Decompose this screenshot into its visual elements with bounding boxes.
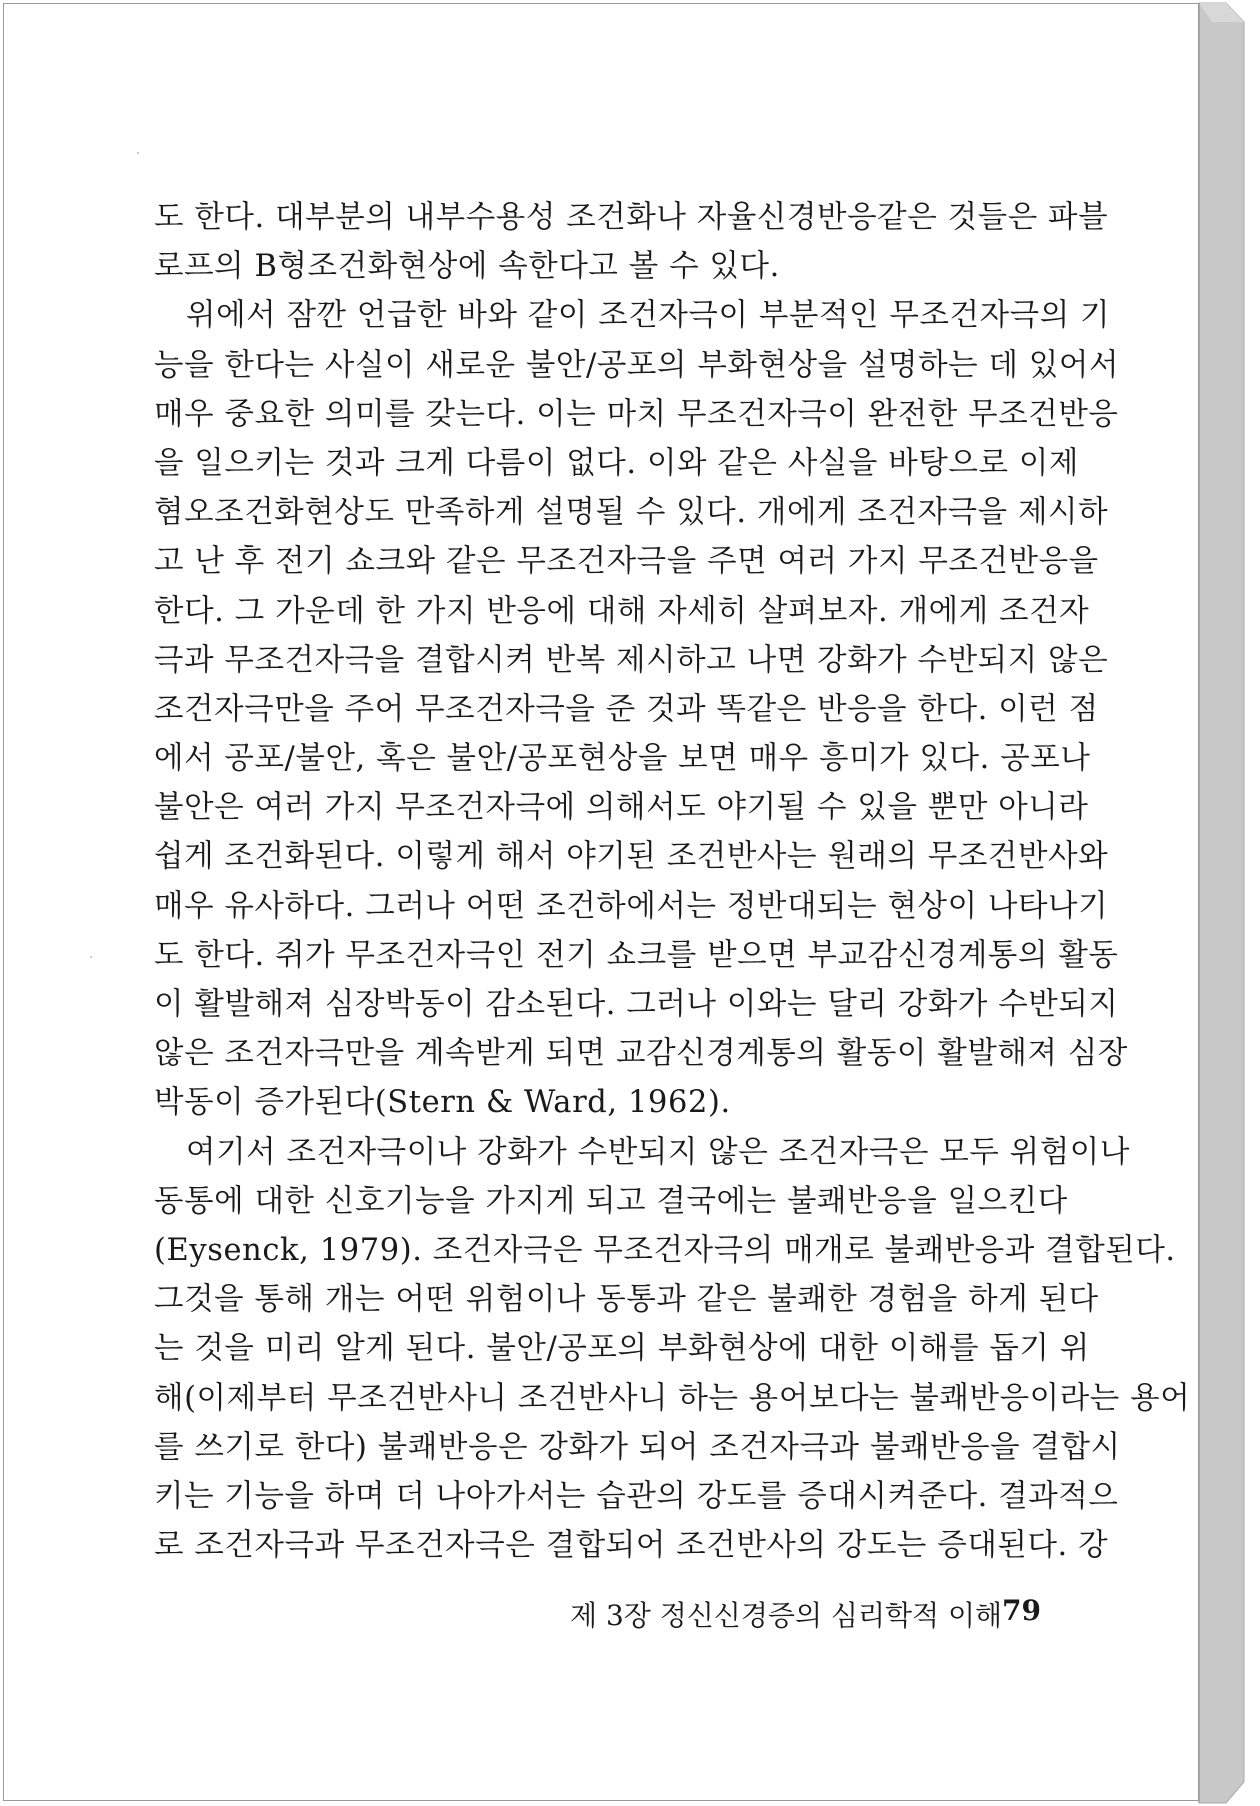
paper-speck — [90, 956, 92, 958]
text-line: (Eysenck, 1979). 조건자극은 무조건자극의 매개로 불쾌반응과 결합된다. — [154, 1232, 1176, 1268]
body-text — [154, 193, 1191, 1570]
running-footer-title: 제 3장 정신신경증의 심리학적 이해 — [570, 1599, 1003, 1632]
text-line: 극과 무조건자극을 결합시켜 반복 제시하고 나면 강화가 수반되지 않은 — [154, 642, 1109, 678]
text-line: 고 난 후 전기 쇼크와 같은 무조건자극을 주면 여러 가지 무조건반응을 — [154, 544, 1099, 580]
text-line: 을 일으키는 것과 크게 다름이 없다. 이와 같은 사실을 바탕으로 이제 — [154, 445, 1079, 481]
text-line: 매우 유사하다. 그러나 어떤 조건하에서는 정반대되는 현상이 나타나기 — [154, 888, 1109, 924]
text-line: 에서 공포/불안, 혹은 불안/공포현상을 보면 매우 흥미가 있다. 공포나 — [154, 741, 1091, 777]
text-line: 혐오조건화현상도 만족하게 설명될 수 있다. 개에게 조건자극을 제시하 — [154, 495, 1109, 531]
page-footer — [570, 1594, 1040, 1634]
text-line: 는 것을 미리 알게 된다. 불안/공포의 부화현상에 대한 이해를 돕기 위 — [154, 1331, 1090, 1367]
text-line: 도 한다. 대부분의 내부수용성 조건화나 자율신경반응같은 것들은 파블 — [154, 200, 1109, 235]
text-line: 한다. 그 가운데 한 가지 반응에 대해 자세히 살펴보자. 개에게 조건자 — [154, 593, 1090, 629]
text-line: 박동이 증가된다(Stern & Ward, 1962). — [154, 1085, 731, 1121]
text-line: 않은 조건자극만을 계속받게 되면 교감신경계통의 활동이 활발해져 심장 — [154, 1036, 1128, 1072]
text-line: 불안은 여러 가지 무조건자극에 의해서도 야기될 수 있을 뿐만 아니라 — [154, 790, 1089, 826]
text-line: 키는 기능을 하며 더 나아가서는 습관의 강도를 증대시켜준다. 결과적으 — [154, 1478, 1119, 1514]
text-line: 이 활발해져 심장박동이 감소된다. 그러나 이와는 달리 강화가 수반되지 — [154, 987, 1119, 1022]
page-number: 79 — [1002, 1594, 1041, 1627]
text-line: 위에서 잠깐 언급한 바와 같이 조건자극이 부분적인 무조건자극의 기 — [186, 298, 1111, 334]
text-line: 조건자극만을 주어 무조건자극을 준 것과 똑같은 반응을 한다. 이런 점 — [154, 691, 1099, 727]
text-line: 로 조건자극과 무조건자극은 결합되어 조건반사의 강도는 증대된다. 강 — [154, 1528, 1109, 1564]
paper-speck — [137, 152, 139, 154]
text-line: 해(이제부터 무조건반사니 조건반사니 하는 용어보다는 불쾌반응이라는 용어 — [154, 1380, 1191, 1416]
text-line: 여기서 조건자극이나 강화가 수반되지 않은 조건자극은 모두 위험이나 — [186, 1134, 1130, 1170]
text-line: 도 한다. 쥐가 무조건자극인 전기 쇼크를 받으면 부교감신경계통의 활동 — [154, 937, 1119, 973]
text-line: 를 쓰기로 한다) 불쾌반응은 강화가 되어 조건자극과 불쾌반응을 결합시 — [154, 1429, 1121, 1465]
text-line: 매우 중요한 의미를 갖는다. 이는 마치 무조건자극이 완전한 무조건반응 — [154, 396, 1119, 432]
text-line: 동통에 대한 신호기능을 가지게 되고 결국에는 불쾌반응을 일으킨다 — [154, 1183, 1068, 1219]
text-line: 쉽게 조건화된다. 이렇게 해서 야기된 조건반사는 원래의 무조건반사와 — [154, 839, 1109, 875]
text-line: 그것을 통해 개는 어떤 위험이나 동통과 같은 불쾌한 경험을 하게 된다 — [154, 1282, 1099, 1318]
text-line: 능을 한다는 사실이 새로운 불안/공포의 부화현상을 설명하는 데 있어서 — [154, 347, 1120, 383]
text-line: 로프의 B형조건화현상에 속한다고 볼 수 있다. — [154, 249, 780, 285]
